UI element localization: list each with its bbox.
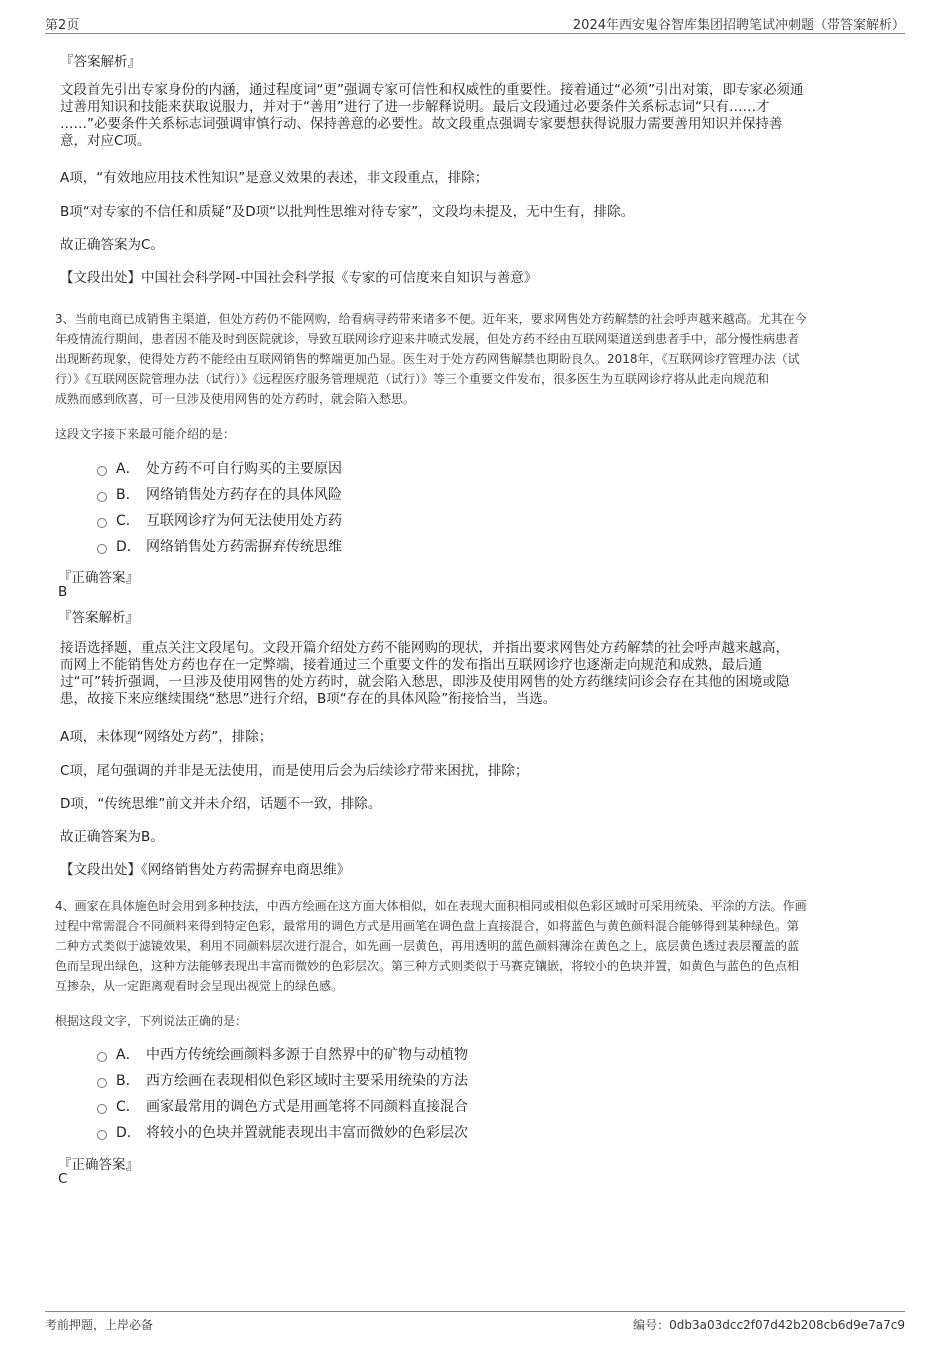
analysis-note-c: C项，尾句强调的并非是无法使用，而是使用后会为后续诊疗带来困扰，排除； bbox=[60, 763, 529, 779]
question-4-prompt: 根据这段文字，下列说法正确的是： bbox=[55, 1014, 248, 1028]
analysis-conclusion: 故正确答案为B。 bbox=[60, 829, 164, 845]
question-3-passage bbox=[55, 309, 900, 409]
radio-button[interactable] bbox=[97, 1078, 107, 1088]
analysis-line: 过“可”转折强调，一旦涉及使用网售的处方药时，就会陷入愁思，即涉及使用网售的处方药继续问诊会存在其他的困境或隐 bbox=[60, 674, 790, 690]
q4-option-d[interactable]: D． 将较小的色块并置就能表现出丰富而微妙的色彩层次 bbox=[97, 1123, 468, 1143]
radio-button[interactable] bbox=[97, 1104, 107, 1114]
footer-slogan: 考前押题，上岸必备 bbox=[45, 1318, 154, 1332]
source-citation: 【文段出处】《网络销售处方药需摒弃电商思维》 bbox=[60, 862, 351, 878]
correct-answer-label: 『正确答案』 bbox=[58, 570, 139, 586]
analysis-note-a: A项，未体现“网络处方药”，排除； bbox=[60, 729, 273, 745]
correct-answer: B bbox=[58, 584, 68, 600]
passage-line: 成熟而感到欣喜，可一旦涉及使用网售的处方药时，就会陷入愁思。 bbox=[55, 392, 416, 406]
radio-button[interactable] bbox=[97, 518, 107, 528]
correct-answer-label: 『正确答案』 bbox=[58, 1157, 139, 1173]
page-number: 第2页 bbox=[45, 18, 80, 33]
analysis-line: 而网上不能销售处方药也存在一定弊端，接着通过三个重要文件的发布指出互联网诊疗也逐渐走向规范和成熟，最后通 bbox=[60, 657, 762, 673]
q3-option-b[interactable]: B． 网络销售处方药存在的具体风险 bbox=[97, 485, 342, 505]
passage-line: 年疫情流行期间，患者因不能及时到医院就诊，导致互联网诊疗迎来井喷式发展，但处方药不经由互联网渠道送到患者手中，部分慢性病患者 bbox=[55, 332, 800, 346]
question-4-passage bbox=[55, 896, 900, 996]
analysis-line: 文段首先引出专家身份的内涵，通过程度词“更”强调专家可信性和权威性的重要性。接着通过“必须”引出对策，即专家必须通 bbox=[60, 82, 804, 98]
passage-line: 出现断药现象，使得处方药不能经由互联网销售的弊端更加凸显。医生对于处方药网售解禁也期盼良久。2018年，《互联网诊疗管理办法（试 bbox=[55, 352, 800, 366]
radio-button[interactable] bbox=[97, 1052, 107, 1062]
radio-button[interactable] bbox=[97, 544, 107, 554]
document-code: 编号：0db3a03dcc2f07d42b208cb6d9e7a7c9 bbox=[633, 1318, 905, 1332]
analysis-text bbox=[60, 82, 900, 150]
passage-line: 互掺杂，从一定距离观看时会呈现出视觉上的绿色感。 bbox=[55, 979, 344, 993]
q4-option-b[interactable]: B． 西方绘画在表现相似色彩区域时主要采用统染的方法 bbox=[97, 1071, 468, 1091]
correct-answer: C bbox=[58, 1171, 68, 1187]
analysis-line: ……”必要条件关系标志词强调审慎行动、保持善意的必要性。故文段重点强调专家要想获得说服力需要善用知识并保持善 bbox=[60, 116, 783, 132]
page-header bbox=[45, 14, 905, 34]
analysis-label: 『答案解析』 bbox=[58, 610, 139, 626]
radio-button[interactable] bbox=[97, 1130, 107, 1140]
analysis-text bbox=[60, 640, 900, 708]
document-title: 2024年西安鬼谷智库集团招聘笔试冲刺题（带答案解析） bbox=[572, 18, 905, 33]
passage-line: 色而呈现出绿色，这种方法能够表现出丰富而微妙的色彩层次。第三种方式则类似于马赛克镶嵌，将较小的色块并置，如黄色与蓝色的色点相 bbox=[55, 959, 800, 973]
analysis-conclusion: 故正确答案为C。 bbox=[60, 237, 164, 253]
radio-button[interactable] bbox=[97, 466, 107, 476]
q4-option-a[interactable]: A． 中西方传统绘画颜料多源于自然界中的矿物与动植物 bbox=[97, 1045, 468, 1065]
analysis-line: 患，故接下来应继续围绕“愁思”进行介绍，B项“存在的具体风险”衔接恰当，当选。 bbox=[60, 691, 557, 707]
passage-line: 3、当前电商已成销售主渠道，但处方药仍不能网购，给看病寻药带来诸多不便。近年来，要求网售处方药解禁的社会呼声越来越高。尤其在今 bbox=[55, 312, 807, 326]
analysis-note-bd: B项“对专家的不信任和质疑”及D项“以批判性思维对待专家”，文段均未提及，无中生有，排除。 bbox=[60, 204, 635, 220]
question-3-prompt: 这段文字接下来最可能介绍的是： bbox=[55, 427, 236, 441]
q3-option-c[interactable]: C． 互联网诊疗为何无法使用处方药 bbox=[97, 511, 342, 531]
q4-option-c[interactable]: C． 画家最常用的调色方式是用画笔将不同颜料直接混合 bbox=[97, 1097, 468, 1117]
q3-option-a[interactable]: A． 处方药不可自行购买的主要原因 bbox=[97, 459, 342, 479]
passage-line: 行）》《互联网医院管理办法（试行）》《远程医疗服务管理规范（试行）》等三个重要文件发布，很多医生为互联网诊疗将从此走向规范和 bbox=[55, 372, 770, 386]
page-footer bbox=[45, 1311, 905, 1334]
passage-line: 过程中常需混合不同颜料来得到特定色彩，最常用的调色方式是用画笔在调色盘上直接混合，如将蓝色与黄色颜料混合能够得到某种绿色。第 bbox=[55, 919, 800, 933]
passage-line: 二种方式类似于滤镜效果，利用不同颜料层次进行混合，如先画一层黄色，再用透明的蓝色颜料薄涂在黄色之上，底层黄色透过表层覆盖的蓝 bbox=[55, 939, 800, 953]
analysis-line: 过善用知识和技能来获取说服力，并对于“善用”进行了进一步解释说明。最后文段通过必要条件关系标志词“只有……才 bbox=[60, 99, 770, 115]
analysis-note-a: A项，“有效地应用技术性知识”是意义效果的表述，非文段重点，排除； bbox=[60, 170, 489, 186]
analysis-line: 接语选择题，重点关注文段尾句。文段开篇介绍处方药不能网购的现状，并指出要求网售处方药解禁的社会呼声越来越高， bbox=[60, 640, 789, 656]
radio-button[interactable] bbox=[97, 492, 107, 502]
passage-line: 4、画家在具体施色时会用到多种技法，中西方绘画在这方面大体相似，如在表现大面积相同或相似色彩区域时可采用统染、平涂的方法。作画 bbox=[55, 899, 807, 913]
source-citation: 【文段出处】中国社会科学网-中国社会科学报《专家的可信度来自知识与善意》 bbox=[60, 270, 538, 286]
analysis-note-d: D项，“传统思维”前文并未介绍，话题不一致，排除。 bbox=[60, 796, 382, 812]
analysis-label: 『答案解析』 bbox=[60, 54, 141, 70]
analysis-line: 意，对应C项。 bbox=[60, 133, 151, 149]
q3-option-d[interactable]: D． 网络销售处方药需摒弃传统思维 bbox=[97, 537, 342, 557]
